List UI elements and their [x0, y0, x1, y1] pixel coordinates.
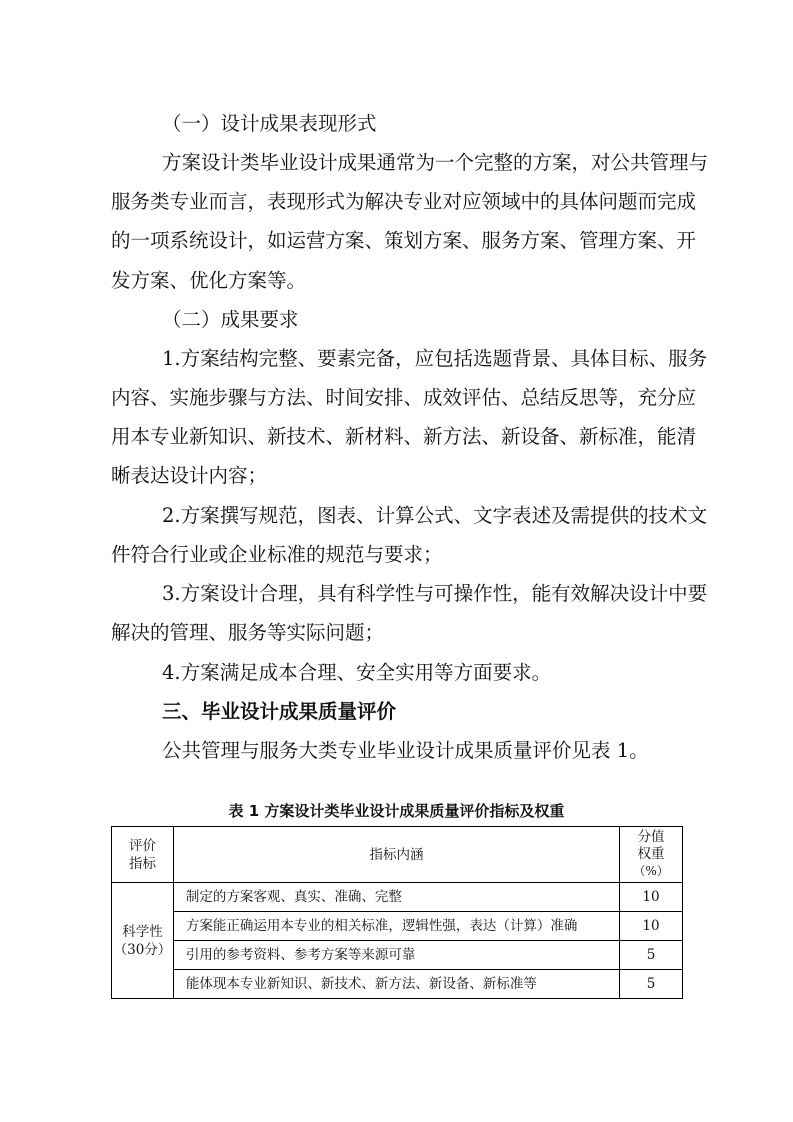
header-indicator-line: 评价: [128, 837, 156, 854]
paragraph-line: 的一项系统设计，如运营方案、策划方案、服务方案、管理方案、开: [111, 229, 697, 252]
row-content: 方案能正确运用本专业的相关标准，逻辑性强，表达（计算）准确: [173, 912, 619, 941]
header-weight-line: 权重: [637, 846, 665, 862]
table-row: [112, 941, 683, 970]
header-content: 指标内涵: [173, 827, 619, 883]
requirement-line: 2.方案撰写规范，图表、计算公式、文字表述及需提供的技术文: [162, 504, 708, 527]
table-header-row: [112, 827, 683, 883]
header-indicator-line: 指标: [128, 855, 156, 872]
paragraph-line: 方案设计类毕业设计成果通常为一个完整的方案，对公共管理与: [162, 151, 709, 174]
table-row: [112, 883, 683, 912]
table-row: [112, 912, 683, 941]
row-content: 制定的方案客观、真实、准确、完整: [173, 883, 619, 912]
section-heading: 三、毕业设计成果质量评价: [162, 700, 397, 723]
requirement-line: 1.方案结构完整、要素完备，应包括选题背景、具体目标、服务: [162, 347, 708, 370]
header-weight-line: 分值: [637, 829, 665, 845]
table-caption: 表 1 方案设计类毕业设计成果质量评价指标及权重: [228, 802, 565, 820]
group-label-line: （30分）: [113, 941, 172, 958]
header-indicator: [112, 827, 174, 883]
row-content: 引用的参考资料、参考方案等来源可靠: [173, 941, 619, 970]
requirement-line: 晰表达设计内容；: [111, 464, 268, 487]
table-row: [112, 970, 683, 999]
requirement-line: 3.方案设计合理，具有科学性与可操作性，能有效解决设计中要: [162, 582, 708, 605]
paragraph-line: 服务类专业而言，表现形式为解决专业对应领域中的具体问题而完成: [111, 190, 697, 213]
subheading-requirements: （二）成果要求: [162, 308, 299, 331]
row-content: 能体现本专业新知识、新技术、新方法、新设备、新标准等: [173, 970, 619, 999]
requirement-line: 用本专业新知识、新技术、新材料、新方法、新设备、新标准，能清: [111, 425, 697, 448]
requirement-line: 4.方案满足成本合理、安全实用等方面要求。: [162, 661, 552, 684]
requirement-line: 件符合行业或企业标准的规范与要求；: [111, 543, 443, 566]
row-weight: 5: [620, 970, 683, 999]
row-weight: 10: [620, 883, 683, 912]
paragraph-line: 发方案、优化方案等。: [111, 269, 307, 292]
section-intro: 公共管理与服务大类专业毕业设计成果质量评价见表 1。: [162, 739, 649, 762]
row-weight: 10: [620, 912, 683, 941]
group-label-line: 科学性: [122, 923, 163, 940]
group-scientific: [112, 883, 174, 999]
row-weight: 5: [620, 941, 683, 970]
evaluation-table: [111, 826, 683, 999]
requirement-line: 解决的管理、服务等实际问题；: [111, 621, 385, 644]
header-weight-line: （%）: [633, 864, 669, 878]
requirement-line: 内容、实施步骤与方法、时间安排、成效评估、总结反思等，充分应: [111, 386, 697, 409]
subheading-presentation-form: （一）设计成果表现形式: [162, 112, 377, 135]
header-weight: [620, 827, 683, 883]
